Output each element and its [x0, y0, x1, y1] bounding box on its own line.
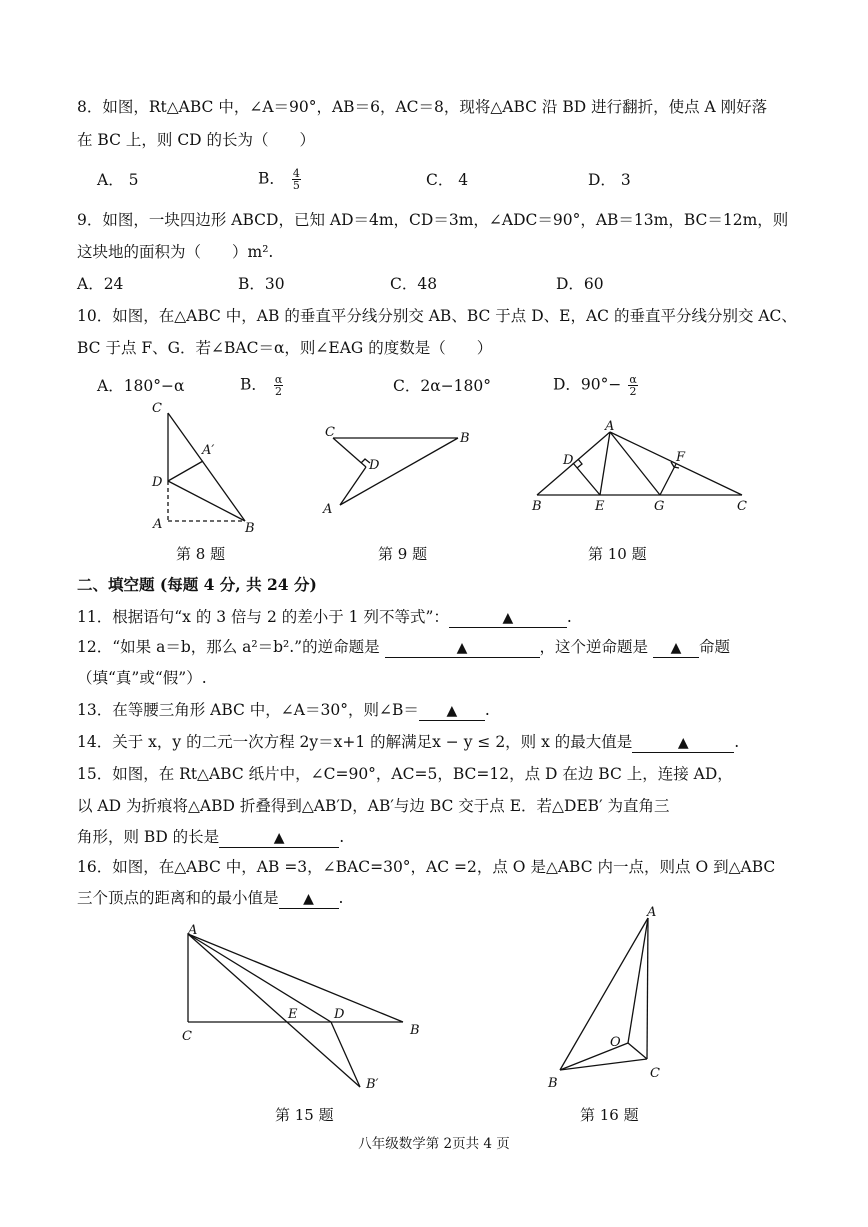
figure-16 — [560, 918, 648, 1070]
fig16-segment-oc — [628, 1043, 647, 1059]
fig16-segment-oa — [628, 918, 648, 1043]
fig15-segment-db-prime — [331, 1022, 360, 1087]
q14-blank: ▲ — [632, 734, 734, 753]
q13 — [77, 700, 490, 721]
fig15-caption: 第 15 题 — [275, 1106, 334, 1124]
fig8-segment-cb — [168, 413, 245, 521]
q15-line2: 以 AD 为折痕将△ABD 折叠得到△AB′D，AB′与边 BC 交于点 E．若△DEB′ 为直角三 — [77, 797, 670, 815]
q8-option-c: C． 4 — [426, 171, 469, 189]
fig15-label-b-prime: B′ — [366, 1077, 379, 1092]
fig16-segment-ac — [647, 918, 648, 1059]
q9-line1: 9．如图，一块四边形 ABCD，已知 AD＝4m，CD＝3m，∠ADC＝90°，AB＝13m，BC＝12m，则 — [77, 211, 789, 229]
q8-option-b-label: B． — [258, 169, 285, 188]
fig10-label-g: G — [654, 499, 665, 514]
fig10-label-e: E — [595, 499, 605, 514]
q13-blank: ▲ — [419, 702, 485, 721]
fig10-label-f: F — [676, 450, 686, 465]
q14-end: . — [734, 733, 740, 751]
q9-option-c: C．48 — [390, 275, 438, 293]
q9-option-b: B．30 — [238, 275, 285, 293]
q16-line2 — [77, 888, 343, 909]
q12-blank-1: ▲ — [385, 639, 540, 658]
fig8-label-b: B — [245, 521, 255, 536]
q15-text: 角形，则 BD 的长是 — [77, 828, 220, 846]
q10-option-c: C．2α−180° — [393, 377, 492, 395]
fig8-caption: 第 8 题 — [176, 545, 226, 563]
q12-text-b: ，这个逆命题是 — [539, 638, 649, 656]
q10-option-d-fraction: $\frac{\alpha}{2}$ — [629, 373, 637, 398]
page-footer: 八年级数学第 2页共 4 页 — [358, 1136, 510, 1152]
q10-option-b-fraction: $\frac{\alpha}{2}$ — [274, 373, 283, 398]
q9-option-a: A．24 — [77, 275, 124, 293]
fig8-segment-da-prime — [168, 461, 203, 481]
q12-text-a: 12．“如果 a＝b，那么 a²＝b².”的逆命题是 — [77, 638, 380, 656]
q15-end: . — [339, 828, 345, 846]
q12-blank-2: ▲ — [653, 639, 699, 658]
fig10-label-c: C — [737, 499, 747, 514]
q12-line1 — [77, 637, 730, 658]
q9-line2: 这块地的面积为（ ）m². — [77, 243, 274, 261]
q12-line2: （填“真”或“假”）. — [77, 669, 207, 687]
fig15-label-c: C — [182, 1029, 192, 1044]
q10-line1: 10．如图，在△ABC 中，AB 的垂直平分线分别交 AB、BC 于点 D、E，AC 的垂直平分线分别交 AC、 — [77, 307, 797, 325]
q10-option-a: A．180°−α — [97, 377, 185, 395]
fig8-label-d: D — [152, 475, 163, 490]
q8-option-a: A． 5 — [97, 171, 139, 189]
q8-option-d: D． 3 — [588, 171, 631, 189]
fig15-segment-ad — [188, 934, 331, 1022]
figure-8 — [168, 413, 245, 521]
fig16-label-b: B — [548, 1076, 558, 1091]
q10-option-b-label: B． — [240, 375, 267, 394]
q13-end: . — [484, 701, 490, 719]
fig9-segment-ab — [340, 438, 458, 505]
fig10-label-d: D — [563, 453, 574, 468]
fig8-label-c: C — [152, 401, 162, 416]
fig9-caption: 第 9 题 — [378, 545, 428, 563]
fig10-segment-ae — [600, 432, 610, 495]
fig9-label-c: C — [325, 425, 335, 440]
q15-line3 — [77, 827, 344, 848]
q8-line2: 在 BC 上，则 CD 的长为（ ） — [77, 131, 316, 149]
q16-blank: ▲ — [279, 890, 339, 909]
fig16-label-a: A — [647, 905, 657, 920]
section2-title: 二、填空题 (每题 4 分, 共 24 分) — [77, 575, 317, 594]
fig8-label-a: A — [153, 517, 163, 532]
fig8-segment-db — [168, 481, 245, 521]
fig15-label-d: D — [334, 1007, 345, 1022]
q16-text: 三个顶点的距离和的最小值是 — [77, 889, 279, 907]
fig15-label-b: B — [410, 1023, 420, 1038]
q9-option-d: D．60 — [556, 275, 604, 293]
fig15-label-e: E — [288, 1007, 298, 1022]
q8-line1: 8．如图，Rt△ABC 中，∠A＝90°，AB＝6，AC＝8，现将△ABC 沿 BD 进行翻折，使点 A 刚好落 — [77, 98, 768, 116]
fig16-label-c: C — [650, 1066, 660, 1081]
q10-line2: BC 于点 F、G．若∠BAC＝α，则∠EAG 的度数是（ ） — [77, 339, 493, 357]
q11-blank: ▲ — [449, 609, 567, 628]
fig9-segment-da — [340, 467, 366, 505]
q15-blank: ▲ — [219, 829, 339, 848]
q14 — [77, 732, 739, 753]
q14-text: 14．关于 x，y 的二元一次方程 2y＝x+1 的解满足x − y ≤ 2，则 x 的最大值是 — [77, 733, 633, 751]
fig16-segment-ab — [560, 918, 648, 1070]
fig10-segment-ag — [610, 432, 660, 495]
fig16-label-o: O — [610, 1035, 621, 1050]
figure-9 — [333, 438, 458, 505]
fig10-caption: 第 10 题 — [588, 545, 647, 563]
fig9-label-d: D — [369, 458, 380, 473]
q11 — [77, 607, 572, 628]
q10-option-d-label: D．90°− — [553, 375, 622, 394]
fig8-label-a-prime: A′ — [202, 443, 215, 458]
fig9-label-a: A — [323, 502, 333, 517]
q8-option-b-fraction: $\frac{4}{5}$ — [292, 167, 300, 192]
q11-end: . — [566, 608, 572, 626]
fig10-label-a: A — [605, 419, 615, 434]
fig10-label-b: B — [532, 499, 542, 514]
q16-line1: 16．如图，在△ABC 中，AB =3，∠BAC=30°，AC =2，点 O 是△ABC 内一点，则点 O 到△ABC — [77, 858, 776, 876]
q15-line1: 15．如图，在 Rt△ABC 纸片中，∠C=90°，AC=5，BC=12，点 D 在边 BC 上，连接 AD， — [77, 765, 733, 783]
q13-text: 13．在等腰三角形 ABC 中，∠A＝30°，则∠B＝ — [77, 701, 419, 719]
fig16-caption: 第 16 题 — [580, 1106, 639, 1124]
fig10-segment-fg — [660, 464, 676, 495]
q12-text-c: 命题 — [699, 638, 731, 656]
fig15-label-a: A — [188, 923, 198, 938]
q16-end: . — [338, 889, 344, 907]
q11-text: 11．根据语句“x 的 3 倍与 2 的差小于 1 列不等式”： — [77, 608, 449, 626]
fig9-label-b: B — [460, 431, 470, 446]
